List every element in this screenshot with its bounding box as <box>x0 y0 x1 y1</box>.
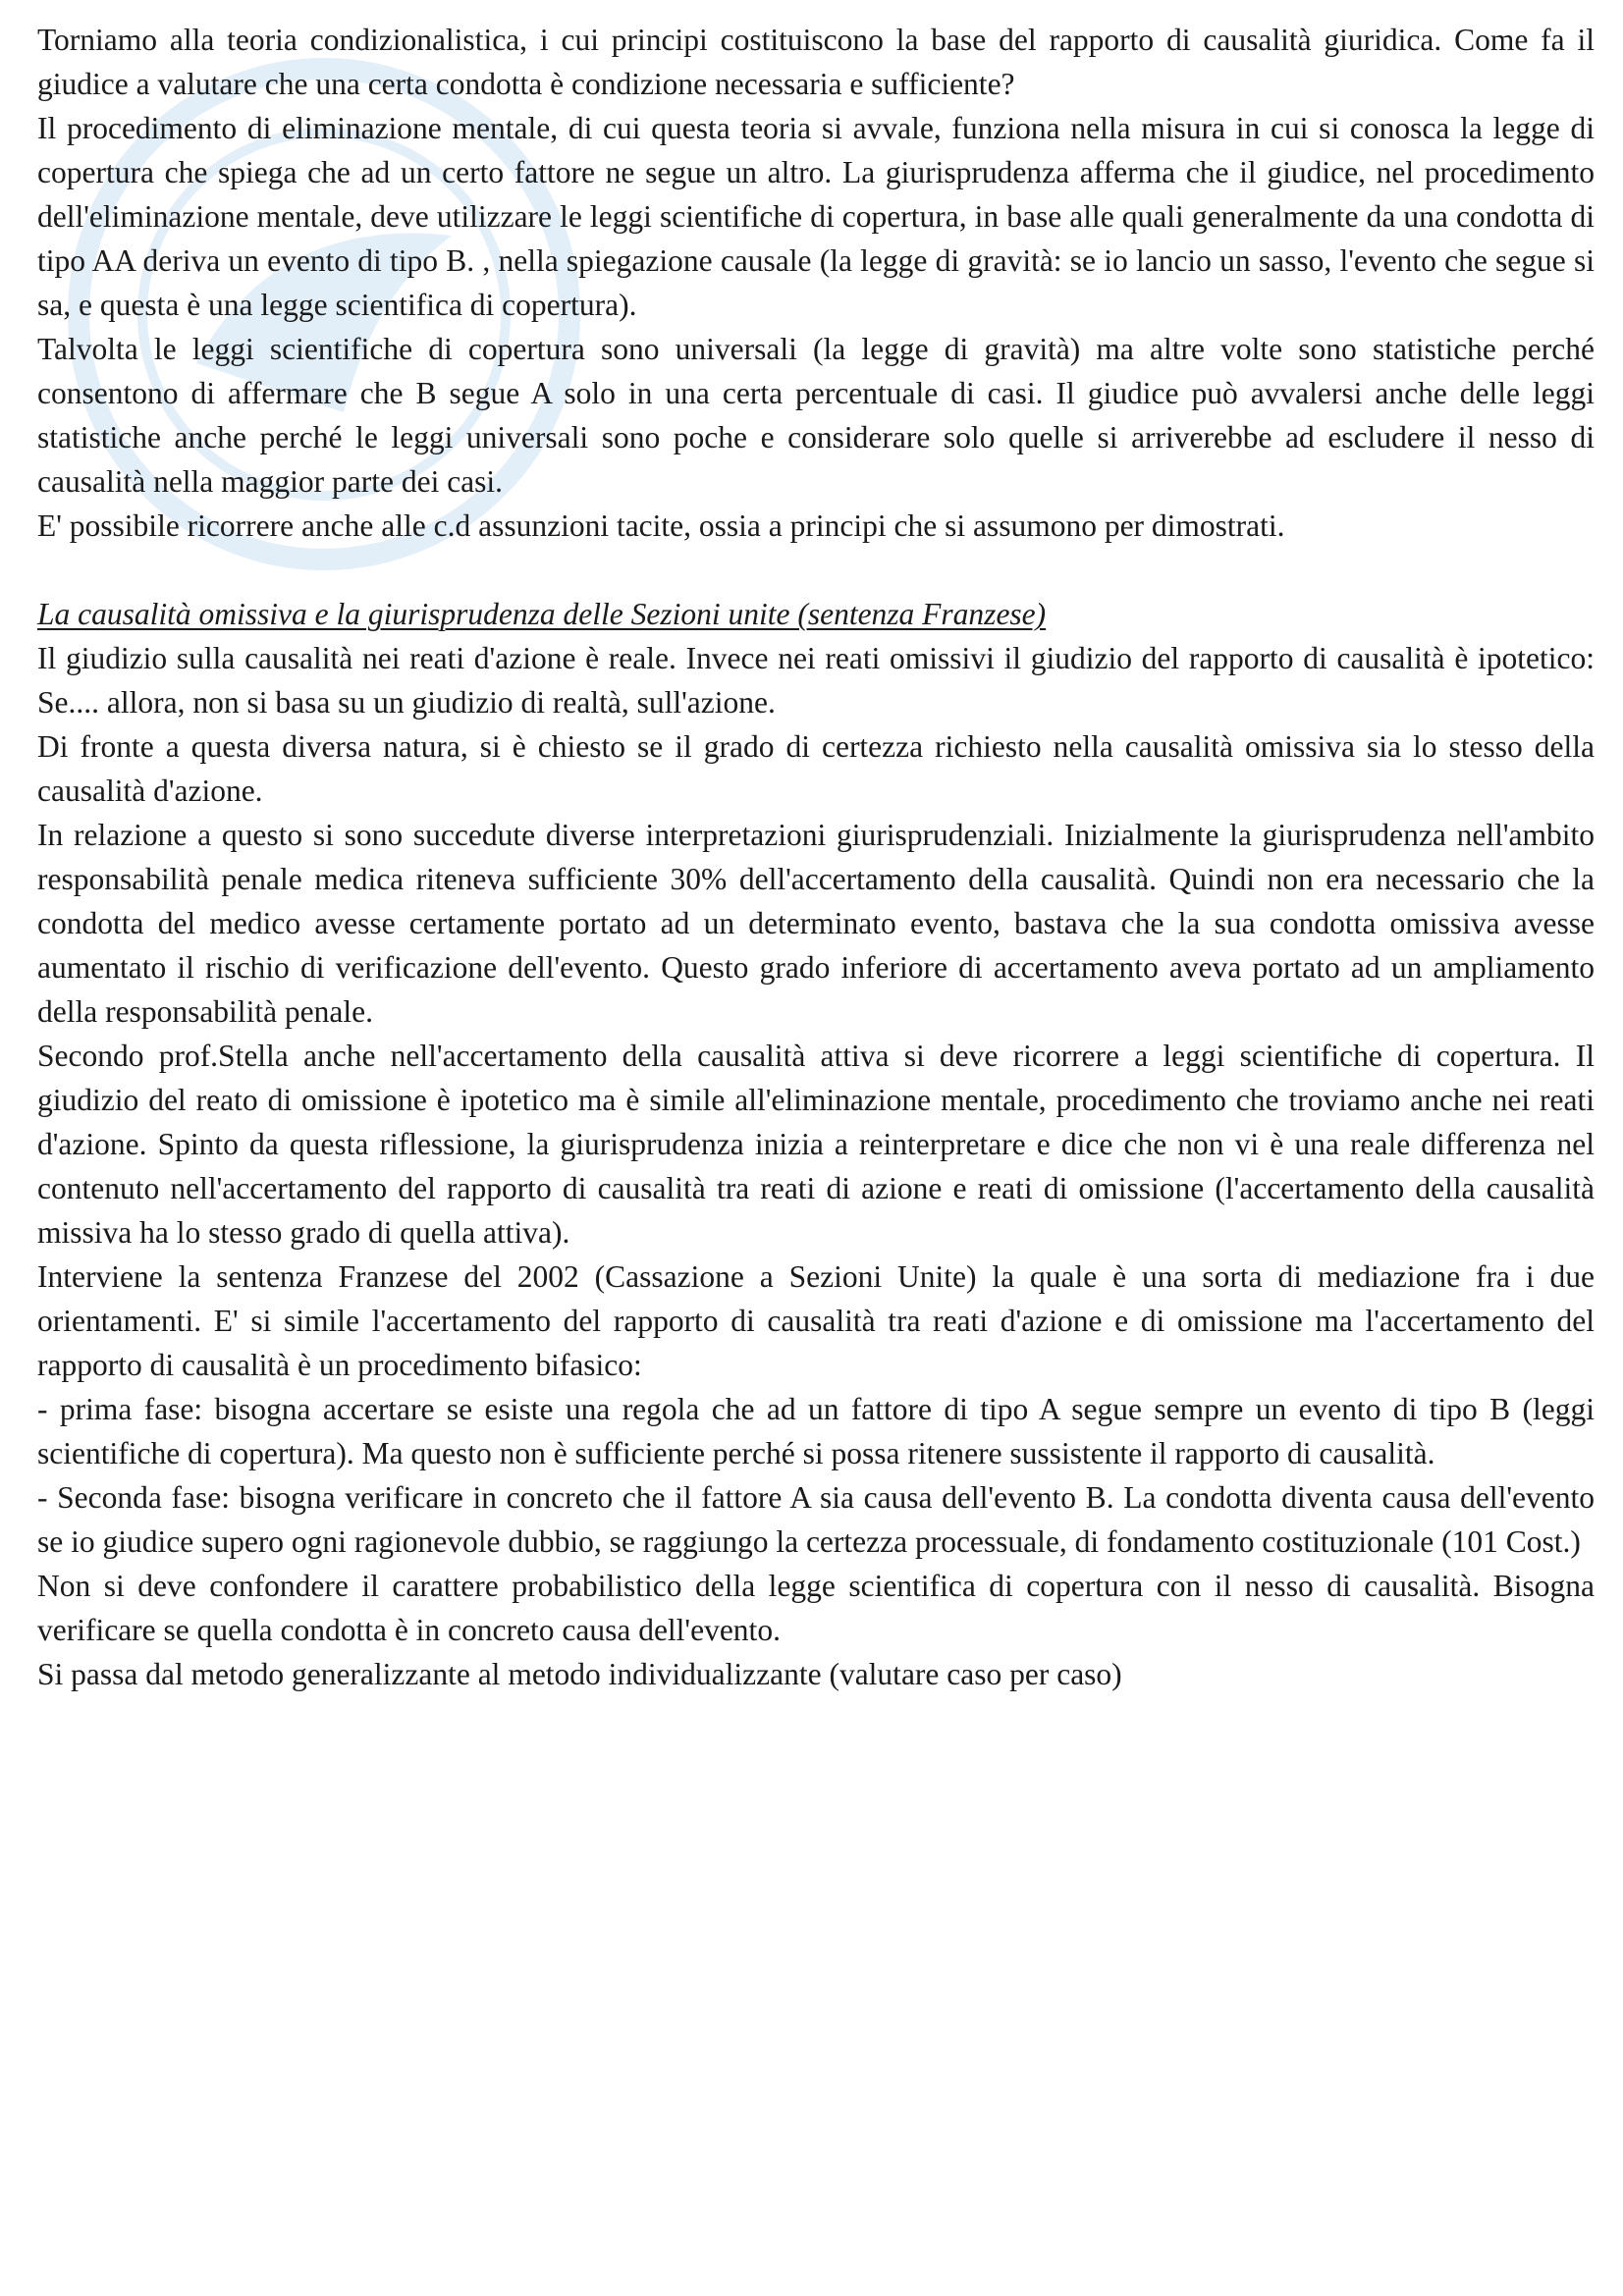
document-page <box>37 18 1595 1696</box>
list-item: - prima fase: bisogna accertare se esiste una regola che ad un fattore di tipo A segue sempre un evento di tipo B (leggi scientifiche di copertura). Ma questo non è sufficiente perché si possa ritenere sussistente il rapporto di causalità. <box>37 1392 1595 1470</box>
paragraph: Secondo prof.Stella anche nell'accertamento della causalità attiva si deve ricorrere a leggi scientifiche di copertura. Il giudizio del reato di omissione è ipotetico ma è simile all'eliminazione mentale, procedimento che troviamo anche nei reati d'azione. Spinto da questa riflessione, la giurisprudenza inizia a reinterpretare e dice che non vi è una reale differenza nel contenuto nell'accertamento del rapporto di causalità tra reati di azione e reati di omissione (l'accertamento della causalità missiva ha lo stesso grado di quella attiva). <box>37 1039 1595 1250</box>
paragraph: Non si deve confondere il carattere probabilistico della legge scientifica di copertura con il nesso di causalità. Bisogna verificare se quella condotta è in concreto causa dell'evento. <box>37 1569 1595 1647</box>
paragraph: Il giudizio sulla causalità nei reati d'azione è reale. Invece nei reati omissivi il giudizio del rapporto di causalità è ipotetico: Se.... allora, non si basa su un giudizio di realtà, sull'azione. <box>37 641 1595 720</box>
section-heading: La causalità omissiva e la giurisprudenza delle Sezioni unite (sentenza Franzese) <box>37 597 1047 631</box>
paragraph: Interviene la sentenza Franzese del 2002 (Cassazione a Sezioni Unite) la quale è una sorta di mediazione fra i due orientamenti. E' si simile l'accertamento del rapporto di causalità tra reati d'azione e di omissione ma l'accertamento del rapporto di causalità è un procedimento bifasico: <box>37 1259 1595 1382</box>
paragraph-gap <box>37 548 1595 592</box>
paragraph: Si passa dal metodo generalizzante al metodo individualizzante (valutare caso per caso) <box>37 1657 1122 1691</box>
list-item: - Seconda fase: bisogna verificare in concreto che il fattore A sia causa dell'evento B. La condotta diventa causa dell'evento se io giudice supero ogni ragionevole dubbio, se raggiungo la certezza processuale, di fondamento costituzionale (101 Cost.) <box>37 1480 1595 1559</box>
paragraph: Talvolta le leggi scientifiche di copertura sono universali (la legge di gravità) ma altre volte sono statistiche perché consentono di affermare che B segue A solo in una certa percentuale di casi. Il giudice può avvalersi anche delle leggi statistiche anche perché le leggi universali sono poche e considerare solo quelle si arriverebbe ad escludere il nesso di causalità nella maggior parte dei casi. <box>37 332 1595 499</box>
paragraph: Torniamo alla teoria condizionalistica, i cui principi costituiscono la base del rapporto di causalità giuridica. Come fa il giudice a valutare che una certa condotta è condizione necessaria e sufficiente? <box>37 23 1595 101</box>
paragraph: Il procedimento di eliminazione mentale, di cui questa teoria si avvale, funziona nella misura in cui si conosca la legge di copertura che spiega che ad un certo fattore ne segue un altro. La giurisprudenza afferma che il giudice, nel procedimento dell'eliminazione mentale, deve utilizzare le leggi scientifiche di copertura, in base alle quali generalmente da una condotta di tipo AA deriva un evento di tipo B. , nella spiegazione causale (la legge di gravità: se io lancio un sasso, l'evento che segue si sa, e questa è una legge scientifica di copertura). <box>37 111 1595 322</box>
paragraph: Di fronte a questa diversa natura, si è chiesto se il grado di certezza richiesto nella causalità omissiva sia lo stesso della causalità d'azione. <box>37 729 1595 808</box>
paragraph: In relazione a questo si sono succedute diverse interpretazioni giurisprudenziali. Inizialmente la giurisprudenza nell'ambito responsabilità penale medica riteneva sufficiente 30% dell'accertamento della causalità. Quindi non era necessario che la condotta del medico avesse certamente portato ad un determinato evento, bastava che la sua condotta omissiva avesse aumentato il rischio di verificazione dell'evento. Questo grado inferiore di accertamento aveva portato ad un ampliamento della responsabilità penale. <box>37 818 1595 1029</box>
paragraph: E' possibile ricorrere anche alle c.d assunzioni tacite, ossia a principi che si assumono per dimostrati. <box>37 508 1285 543</box>
